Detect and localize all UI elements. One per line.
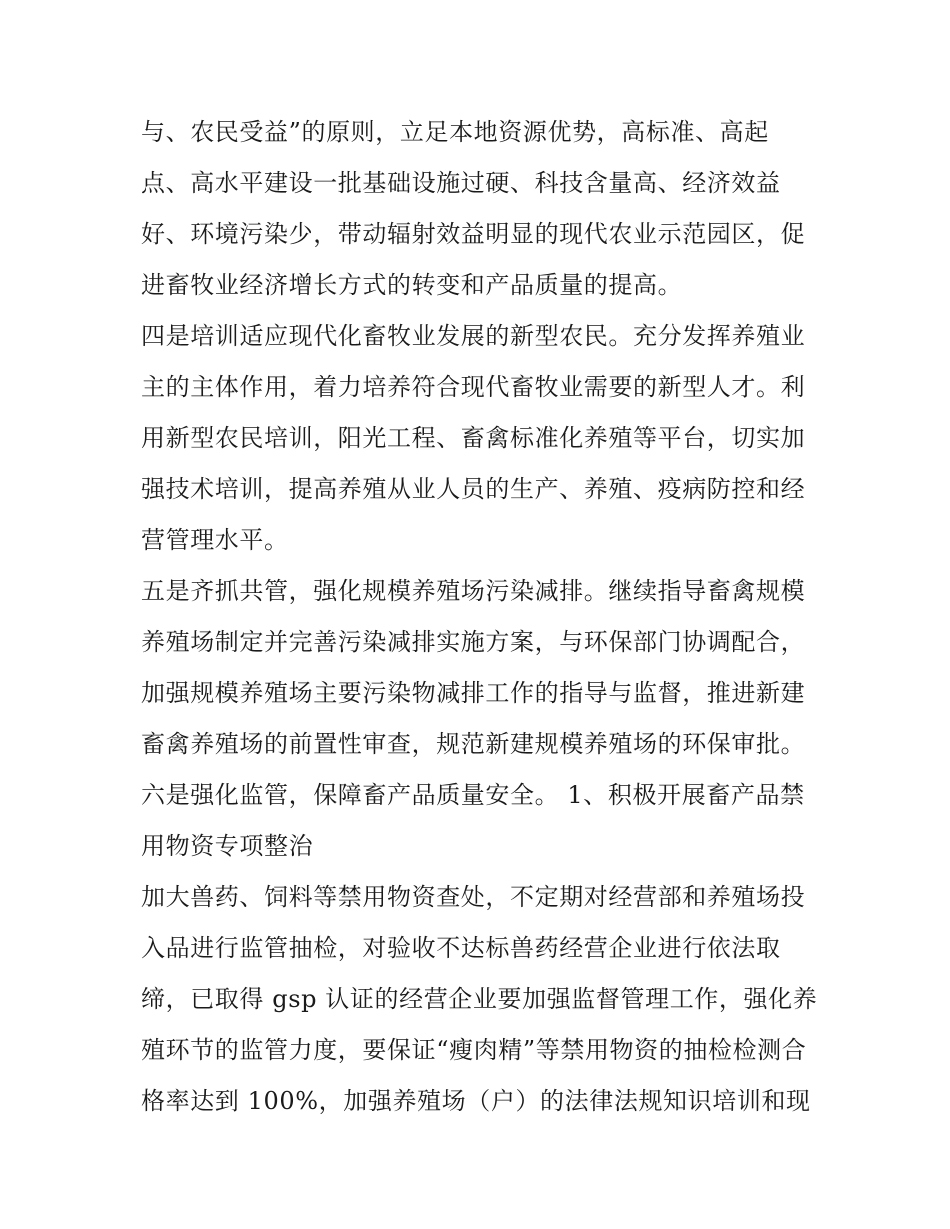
text-line-19: 殖环节的监管力度，要保证“瘦肉精”等禁用物资的抽检检测合 <box>141 1036 807 1064</box>
text-line-18: 缔，已取得 gsp 认证的经营企业要加强监督管理工作，强化养 <box>141 985 818 1013</box>
text-line-17: 入品进行监管抽检，对验收不达标兽药经营企业进行依法取 <box>141 934 781 962</box>
text-line-15: 用物资专项整治 <box>141 832 314 860</box>
body-text <box>141 107 821 1127</box>
text-line-3: 好、环境污染少，带动辐射效益明显的现代农业示范园区，促 <box>141 220 806 248</box>
text-line-12: 加强规模养殖场主要污染物减排工作的指导与监督，推进新建 <box>141 679 806 707</box>
text-line-13: 畜禽养殖场的前置性审查，规范新建规模养殖场的环保审批。 <box>141 730 806 758</box>
text-line-10: 五是齐抓共管，强化规模养殖场污染减排。继续指导畜禽规模 <box>141 577 806 605</box>
text-line-8: 强技术培训，提高养殖从业人员的生产、养殖、疫病防控和经 <box>141 475 806 503</box>
text-line-11: 养殖场制定并完善污染减排实施方案，与环保部门协调配合， <box>141 628 806 656</box>
text-line-6: 主的主体作用，着力培养符合现代畜牧业需要的新型人才。利 <box>141 373 806 401</box>
text-line-20: 格率达到 100%，加强养殖场（户）的法律法规知识培训和现 <box>141 1087 811 1115</box>
text-line-14: 六是强化监管，保障畜产品质量安全。 1、积极开展畜产品禁 <box>141 781 805 809</box>
text-line-7: 用新型农民培训，阳光工程、畜禽标准化养殖等平台，切实加 <box>141 424 806 452</box>
text-line-9: 营管理水平。 <box>141 526 289 554</box>
text-line-1: 与、农民受益”的原则，立足本地资源优势，高标准、高起 <box>141 118 769 146</box>
text-line-5: 四是培训适应现代化畜牧业发展的新型农民。充分发挥养殖业 <box>141 322 806 350</box>
text-line-16: 加大兽药、饲料等禁用物资查处，不定期对经营部和养殖场投 <box>141 883 806 911</box>
text-line-2: 点、高水平建设一批基础设施过硬、科技含量高、经济效益 <box>141 169 781 197</box>
text-line-4: 进畜牧业经济增长方式的转变和产品质量的提高。 <box>141 271 683 299</box>
